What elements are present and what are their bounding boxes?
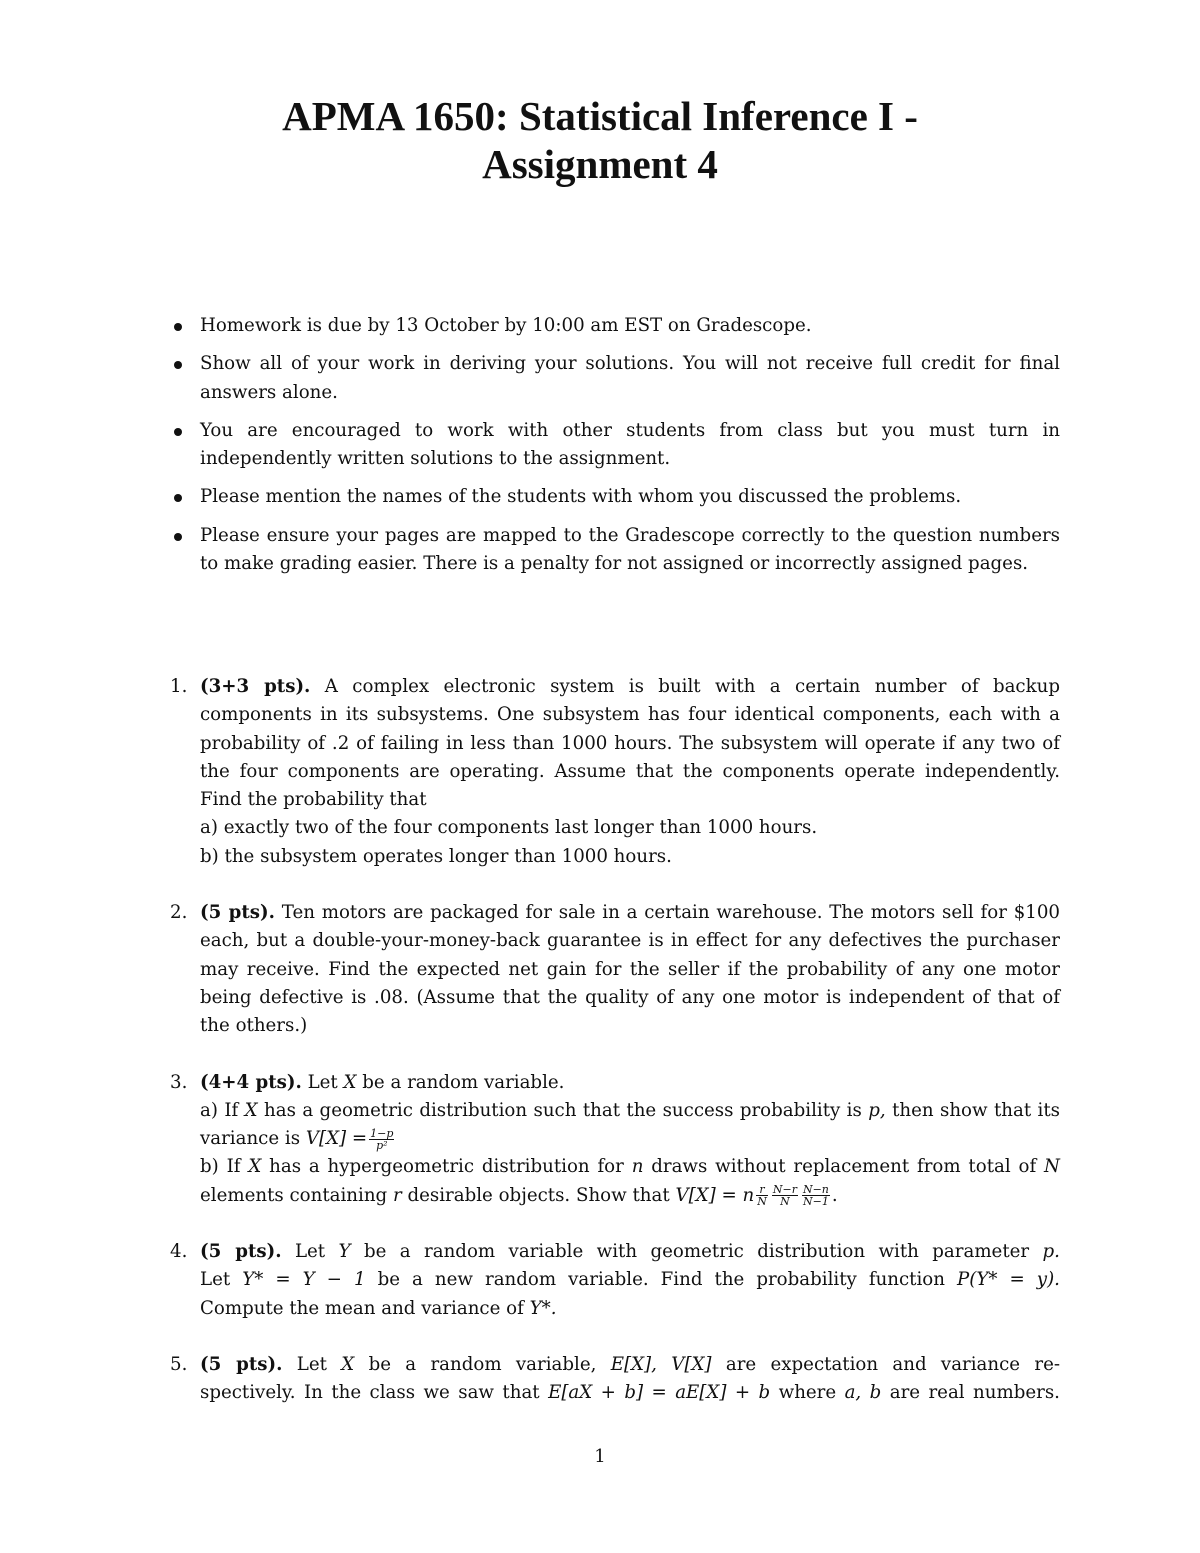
fraction-denominator: N xyxy=(757,1195,767,1209)
problem-text: be a random variable with geometric distribution with parameter xyxy=(363,1241,1030,1263)
instruction-item xyxy=(168,483,1060,511)
problem-3 xyxy=(168,1069,1060,1210)
problem-line xyxy=(200,1266,1060,1294)
bullet-icon xyxy=(174,428,182,436)
math-variable: p. xyxy=(1042,1241,1060,1263)
problem-text: desirable objects. Show that xyxy=(407,1184,670,1206)
problem-number: 1. xyxy=(170,676,188,697)
math-fraction xyxy=(772,1184,798,1207)
problem-1 xyxy=(168,673,1060,871)
math-variable: a, b xyxy=(844,1382,882,1404)
problem-line xyxy=(200,1295,1060,1323)
problem-part-b xyxy=(200,1153,1060,1210)
problem-text: A complex electronic system is built with a certain number of backup components in its subsystems. One subsystem has four identical components, each with a probability of .2 of failing in less than 1000 hours. The subsystem will operate if any two of the four components are operating. Assume that the components operate independently. Find the probability that xyxy=(200,676,1060,811)
fraction-denominator: p² xyxy=(376,1138,388,1152)
math-formula: V[X] = xyxy=(305,1128,368,1150)
problem-text: draws without replacement from total of xyxy=(651,1156,1037,1178)
fraction-numerator: 1−p xyxy=(370,1126,394,1140)
bullet-icon xyxy=(174,533,182,541)
page-number: 1 xyxy=(594,1446,606,1467)
math-formula: Y* = Y − 1 xyxy=(242,1269,366,1291)
problem-text: Let xyxy=(294,1241,326,1263)
title-line-2: Assignment 4 xyxy=(482,141,718,187)
problem-text: spectively. In the class we saw that xyxy=(200,1382,540,1404)
math-variable: X xyxy=(248,1156,262,1178)
instruction-text: You are encouraged to work with other students from class but you must turn in independently written solutions to the assignment. xyxy=(200,419,1060,470)
math-formula: P(Y* = y). xyxy=(957,1269,1060,1291)
instruction-item xyxy=(168,350,1060,407)
problem-text: are expectation and variance re- xyxy=(725,1353,1060,1375)
fraction-denominator: N−1 xyxy=(803,1195,829,1209)
problem-2 xyxy=(168,899,1060,1040)
problem-text: are real numbers. xyxy=(889,1382,1060,1404)
instruction-text: Please ensure your pages are mapped to the Gradescope correctly to the question numbers to make grading easier. There is a penalty for not assigned or incorrectly assigned pages. xyxy=(200,524,1060,575)
math-formula: E[aX + b] = aE[X] + b xyxy=(548,1382,771,1404)
problem-line xyxy=(200,1379,1060,1407)
bullet-icon xyxy=(174,361,182,369)
problem-text: b) If xyxy=(200,1156,241,1178)
problem-points: (4+4 pts). xyxy=(200,1071,302,1093)
math-fraction xyxy=(802,1184,830,1207)
math-variable: X xyxy=(244,1099,258,1121)
problem-part-a: a) exactly two of the four components last longer than 1000 hours. xyxy=(200,817,818,839)
document-title xyxy=(150,92,1050,188)
instruction-text: Homework is due by 13 October by 10:00 am EST on Gradescope. xyxy=(200,315,812,336)
math-variable: p, xyxy=(868,1099,886,1121)
problem-intro xyxy=(200,1069,1060,1097)
instruction-item xyxy=(168,417,1060,474)
problem-text: Compute the mean and variance of xyxy=(200,1297,524,1319)
problem-text: where xyxy=(778,1382,837,1404)
title-line-1: APMA 1650: Statistical Inference I - xyxy=(282,93,918,139)
problem-text: . xyxy=(831,1184,838,1206)
problem-text: has a geometric distribution such that the success probability is xyxy=(264,1099,862,1121)
problem-text: Let xyxy=(307,1071,338,1093)
problem-points: (5 pts). xyxy=(200,1353,283,1375)
problem-5 xyxy=(168,1351,1060,1408)
problem-part-a xyxy=(200,1097,1060,1154)
bullet-icon xyxy=(174,323,182,331)
problem-text: Let xyxy=(296,1353,327,1375)
math-variable: X xyxy=(343,1071,357,1093)
problems-list xyxy=(168,673,1060,1436)
problem-points: (5 pts). xyxy=(200,1241,282,1263)
problem-text: elements containing xyxy=(200,1184,388,1206)
fraction-denominator: N xyxy=(780,1195,790,1209)
instruction-text: Show all of your work in deriving your solutions. You will not receive full credit for final answers alone. xyxy=(200,353,1060,403)
problem-number: 3. xyxy=(170,1071,188,1093)
math-fraction xyxy=(369,1128,394,1151)
problem-line xyxy=(200,1238,1060,1266)
fraction-numerator: r xyxy=(756,1184,768,1196)
problem-text: has a hypergeometric distribution for xyxy=(269,1156,624,1178)
math-formula: V[X] = n xyxy=(675,1184,755,1206)
problem-number: 2. xyxy=(170,902,188,924)
problem-text: be a new random variable. Find the probability function xyxy=(377,1269,945,1291)
math-variable: Y*. xyxy=(529,1297,557,1319)
instruction-item xyxy=(168,522,1060,579)
fraction-numerator: N−r xyxy=(772,1183,797,1197)
fraction-numerator: N−n xyxy=(802,1183,829,1197)
math-variable: X xyxy=(341,1353,355,1375)
problem-text: be a random variable, xyxy=(368,1353,597,1375)
problem-number: 4. xyxy=(170,1241,188,1263)
instruction-item xyxy=(168,312,1060,340)
problem-4 xyxy=(168,1238,1060,1323)
math-variable: r xyxy=(393,1184,402,1206)
math-formula: E[X], V[X] xyxy=(610,1353,712,1375)
problem-line xyxy=(200,1351,1060,1379)
instructions-list xyxy=(168,312,1060,588)
bullet-icon xyxy=(174,494,182,502)
problem-text: Let xyxy=(200,1269,231,1291)
problem-points: (5 pts). xyxy=(200,902,275,924)
problem-number: 5. xyxy=(170,1353,188,1375)
problem-text: be a random variable. xyxy=(362,1071,565,1093)
problem-text: then show that its variance is xyxy=(200,1099,1060,1150)
problem-text: Ten motors are packaged for sale in a certain warehouse. The motors sell for $100 each, but a double-your-money-back guarantee is in effect for any defectives the purchaser may receive. Find the expected net gain for the seller if the probability of any one motor being defective is .08. (Assume that the quality of any one motor is independent of that of the others.) xyxy=(200,902,1060,1037)
problem-part-b: b) the subsystem operates longer than 1000 hours. xyxy=(200,845,672,867)
math-variable: n xyxy=(631,1156,644,1178)
problem-text: a) If xyxy=(200,1099,239,1121)
math-variable: N xyxy=(1044,1156,1060,1178)
math-fraction xyxy=(756,1184,768,1207)
problem-points: (3+3 pts). xyxy=(200,676,311,697)
math-variable: Y xyxy=(338,1241,351,1263)
instruction-text: Please mention the names of the students with whom you discussed the problems. xyxy=(200,486,962,508)
